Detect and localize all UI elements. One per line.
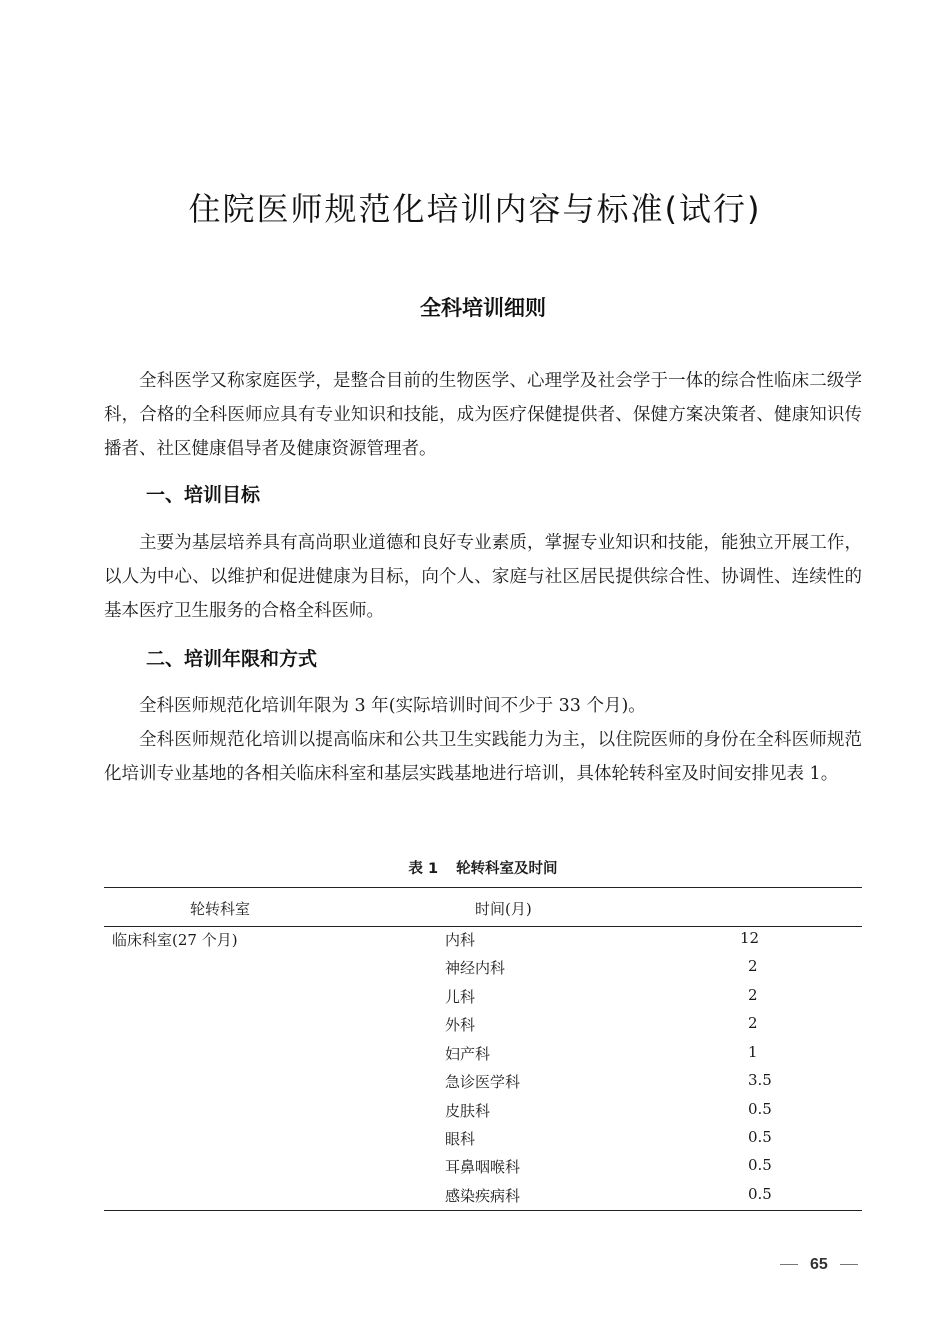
table-bottom-rule (104, 1210, 862, 1211)
training-goals-paragraph: 主要为基层培养具有高尚职业道德和良好专业素质，掌握专业知识和技能，能独立开展工作，以人为中心、以维护和促进健康为目标，向个人、家庭与社区居民提供综合性、协调性、连续性的基本医疗卫生服务的合格全科医师。 (104, 533, 862, 621)
table-row-dept: 耳鼻咽喉科 (445, 1158, 521, 1176)
section-subtitle: 全科培训细则 (420, 296, 546, 320)
table-row-dept: 儿科 (445, 988, 476, 1006)
table-row-months: 12 (740, 929, 760, 947)
table-top-rule (104, 887, 862, 888)
table-header-department: 轮转科室 (190, 900, 251, 918)
intro-paragraph: 全科医学又称家庭医学，是整合目前的生物医学、心理学及社会学于一体的综合性临床二级学科，合格的全科医师应具有专业知识和技能，成为医疗保健提供者、保健方案决策者、健康知识传播者、社区健康倡导者及健康资源管理者。 (104, 371, 862, 459)
table-row-dept: 眼科 (445, 1130, 476, 1148)
table-row-months: 0.5 (748, 1100, 772, 1118)
table-row-dept: 神经内科 (445, 959, 506, 977)
table-row-months: 0.5 (748, 1185, 772, 1203)
table-header-rule (104, 926, 862, 927)
heading-training-goals: 一、培训目标 (146, 484, 261, 506)
duration-paragraph: 全科医师规范化培训年限为 3 年(实际培训时间不少于 33 个月)。 (139, 696, 646, 716)
table-row-dept: 妇产科 (445, 1045, 491, 1063)
table-caption-text: 轮转科室及时间 (456, 861, 558, 877)
table-row-months: 2 (748, 957, 758, 975)
table-row-dept: 皮肤科 (445, 1102, 491, 1120)
table-row-dept: 内科 (445, 931, 476, 949)
table-row-months: 0.5 (748, 1156, 772, 1174)
table-row-dept: 外科 (445, 1016, 476, 1034)
table-row-dept: 感染疾病科 (445, 1187, 521, 1205)
table-caption-number: 表 1 (408, 861, 439, 877)
table-row-months: 3.5 (748, 1071, 772, 1089)
table-row-dept: 急诊医学科 (445, 1073, 521, 1091)
page-footer (768, 1256, 870, 1274)
method-paragraph: 全科医师规范化培训以提高临床和公共卫生实践能力为主，以住院医师的身份在全科医师规范化培训专业基地的各相关临床科室和基层实践基地进行培训，具体轮转科室及时间安排见表 1。 (104, 730, 862, 784)
table-caption (0, 857, 950, 878)
table-row-months: 0.5 (748, 1128, 772, 1146)
table-row-months: 2 (748, 986, 758, 1004)
page-number: 65 (810, 1256, 828, 1273)
page-title: 住院医师规范化培训内容与标准(试行) (188, 190, 762, 228)
footer-dash-right (840, 1264, 858, 1265)
table-row-months: 1 (748, 1043, 758, 1061)
table-header-months: 时间(月) (475, 900, 532, 918)
table-group-label: 临床科室(27 个月) (112, 931, 238, 949)
footer-dash-left (780, 1264, 798, 1265)
table-row-months: 2 (748, 1014, 758, 1032)
heading-training-duration: 二、培训年限和方式 (146, 648, 318, 670)
